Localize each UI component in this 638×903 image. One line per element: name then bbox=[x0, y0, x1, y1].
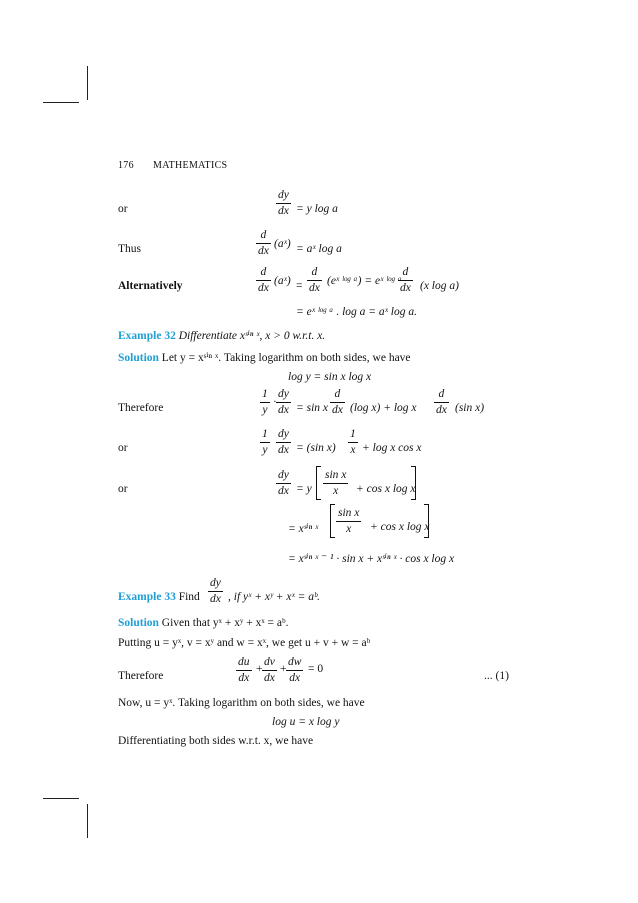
eq3-equals: = bbox=[296, 280, 303, 292]
eq6-rhs-b: (log x) + log x bbox=[350, 402, 417, 414]
bracket-right-2 bbox=[424, 504, 429, 538]
bracket-left-1 bbox=[316, 466, 321, 500]
fraction-sinx-x-1: $\frac{\text{sin x}}{x}$ bbox=[325, 469, 347, 497]
eq1-rhs: = y log a bbox=[296, 203, 338, 215]
bracket-right-1 bbox=[411, 466, 416, 500]
crop-mark-bottom-horizontal bbox=[43, 798, 79, 799]
example-32-text: Differentiate xˢⁱⁿ ˣ, x > 0 w.r.t. x. bbox=[178, 330, 326, 342]
label-therefore-2: Therefore bbox=[118, 670, 164, 682]
solution-33 bbox=[118, 617, 288, 629]
label-therefore-1: Therefore bbox=[118, 402, 164, 414]
eq12: log u = x log y bbox=[272, 716, 340, 728]
label-or-2: or bbox=[118, 442, 128, 454]
putting-line: Putting u = yˣ, v = xʸ and w = xˣ, we get u + v + w = aᵇ bbox=[118, 637, 371, 649]
example-32 bbox=[118, 328, 325, 342]
example-33-label: Example 33 bbox=[118, 591, 176, 603]
eq7-rhs-a: = (sin x) bbox=[296, 442, 336, 454]
eq5: log y = sin x log x bbox=[288, 371, 372, 383]
fraction-dy-dx-2: $\frac{dy}{dx}$ bbox=[278, 388, 289, 416]
fraction-du-dx: $\frac{du}{dx}$ bbox=[238, 656, 250, 684]
fraction-dv-dx: $\frac{dv}{dx}$ bbox=[264, 656, 275, 684]
crop-mark-bottom-vertical bbox=[87, 804, 88, 838]
crop-mark-top-horizontal bbox=[43, 102, 79, 103]
eq11-plus-2: + bbox=[280, 663, 287, 675]
page-number: 176 bbox=[118, 160, 134, 171]
eq11-zero: = 0 bbox=[308, 663, 324, 675]
fraction-1-y-1: $\frac{1}{y}$ bbox=[262, 388, 268, 416]
fraction-d-dx-4: $\frac{d}{dx}$ bbox=[400, 266, 411, 294]
dot-operator-1: · bbox=[273, 396, 277, 408]
eq8-rhs-a: = y bbox=[296, 483, 312, 495]
example-33-find: Find bbox=[178, 591, 200, 603]
eq3-middle: (eˣ ˡᵒᵍ ᵃ) = eˣ ˡᵒᵍ ᵃ bbox=[327, 275, 402, 287]
solution-32-label: Solution bbox=[118, 352, 159, 364]
fraction-dw-dx: $\frac{dw}{dx}$ bbox=[288, 656, 302, 684]
bracket-left-2 bbox=[330, 504, 335, 538]
equation-number-1: ... (1) bbox=[484, 670, 509, 682]
label-or-3: or bbox=[118, 483, 128, 495]
solution-33-text: Given that yˣ + xʸ + xˣ = aᵇ. bbox=[161, 617, 289, 629]
solution-32 bbox=[118, 350, 411, 364]
fraction-dy-dx-5: $\frac{dy}{dx}$ bbox=[210, 577, 221, 605]
eq9-rhs-b: + cos x log x bbox=[370, 521, 430, 533]
example-33-text: , if yˣ + xʸ + xˣ = aᵇ. bbox=[228, 591, 320, 603]
fraction-d-dx-3: $\frac{d}{dx}$ bbox=[309, 266, 320, 294]
eq6-rhs-a: = sin x bbox=[296, 402, 329, 414]
fraction-1-y-2: $\frac{1}{y}$ bbox=[262, 428, 268, 456]
eq7-rhs-b: + log x cos x bbox=[362, 442, 422, 454]
fraction-dy-dx-3: $\frac{dy}{dx}$ bbox=[278, 428, 289, 456]
eq4: = eˣ ˡᵒᵍ ᵃ . log a = aˣ log a. bbox=[296, 306, 417, 318]
differentiating-line: Differentiating both sides w.r.t. x, we have bbox=[118, 735, 314, 747]
eq2-rhs: = aˣ log a bbox=[296, 243, 342, 255]
example-32-label: Example 32 bbox=[118, 330, 176, 342]
running-header: MATHEMATICS bbox=[153, 160, 228, 171]
eq11-plus-1: + bbox=[256, 663, 263, 675]
crop-mark-top-vertical bbox=[87, 66, 88, 100]
eq9-rhs-a: = xˢⁱⁿ ˣ bbox=[288, 523, 319, 535]
eq3-lhs-tail: (aˣ) bbox=[274, 275, 291, 287]
solution-33-label: Solution bbox=[118, 617, 159, 629]
label-alternatively: Alternatively bbox=[118, 280, 183, 292]
fraction-d-dx-2: $\frac{d}{dx}$ bbox=[258, 266, 269, 294]
eq2-lhs-tail: (aˣ) bbox=[274, 238, 291, 250]
eq8-rhs-b: + cos x log x bbox=[356, 483, 416, 495]
eq10: = xˢⁱⁿ ˣ ⁻ ¹ · sin x + xˢⁱⁿ ˣ · cos x log x bbox=[288, 553, 455, 565]
fraction-dy-dx-4: $\frac{dy}{dx}$ bbox=[278, 469, 289, 497]
eq3-tail: (x log a) bbox=[420, 280, 459, 292]
fraction-d-dx-6: $\frac{d}{dx}$ bbox=[436, 388, 447, 416]
fraction-dy-dx-1: $\frac{dy}{dx}$ bbox=[278, 189, 289, 217]
label-or-1: or bbox=[118, 203, 128, 215]
solution-32-text: Let y = xˢⁱⁿ ˣ. Taking logarithm on both sides, we have bbox=[161, 352, 411, 364]
fraction-sinx-x-2: $\frac{\text{sin x}}{x}$ bbox=[338, 507, 360, 535]
example-33 bbox=[118, 591, 200, 603]
label-thus: Thus bbox=[118, 243, 141, 255]
now-line: Now, u = yˣ. Taking logarithm on both sides, we have bbox=[118, 697, 365, 709]
eq6-rhs-c: (sin x) bbox=[455, 402, 485, 414]
fraction-1-x: $\frac{1}{x}$ bbox=[350, 428, 356, 456]
fraction-d-dx-5: $\frac{d}{dx}$ bbox=[332, 388, 343, 416]
fraction-d-dx-1: $\frac{d}{dx}$ bbox=[258, 229, 269, 257]
